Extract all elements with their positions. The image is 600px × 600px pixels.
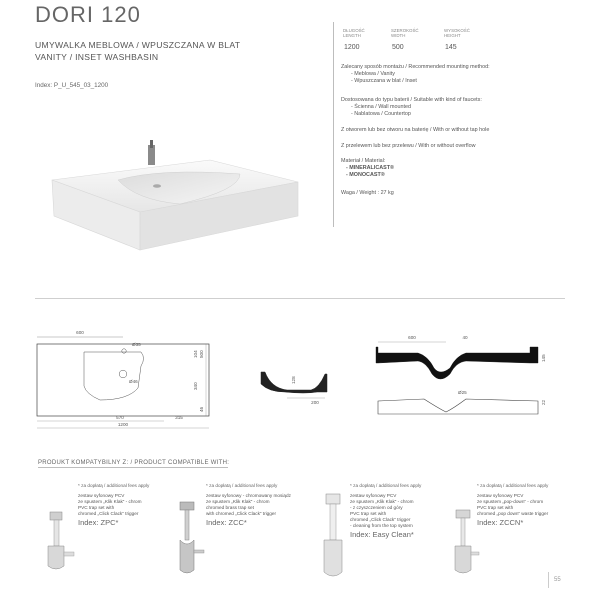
spec-material-item: - MINERALICAST® xyxy=(346,165,394,171)
spec-material-head: Materiał / Material: xyxy=(341,158,386,164)
product-fee: * za dopłatą / additional fees apply xyxy=(350,483,422,488)
dim-570-label: 570 xyxy=(116,415,124,420)
product-fee: * za dopłatą / additional fees apply xyxy=(477,483,549,488)
page-number: 55 xyxy=(554,577,561,583)
top-view-drawing xyxy=(28,328,213,438)
front-600-label: 600 xyxy=(408,335,416,340)
trap-set-zpc-icon xyxy=(38,510,76,590)
spec-mounting-item: - Wpuszczana w blat / Inset xyxy=(351,78,417,84)
height-label-pl: WYSOKOŚĆ xyxy=(444,28,470,33)
front-view-drawing xyxy=(362,328,562,433)
product-line: chromed „pop down” waste trigger xyxy=(477,511,549,516)
product-line: zestaw syfonowy - chromowany mosiądz xyxy=(206,493,291,498)
dim-104-label: 104 xyxy=(193,350,198,358)
compatible-section-title: PRODUKT KOMPATYBILNY Z: / PRODUCT COMPATIBLE WITH: xyxy=(38,460,230,466)
spec-tap-hole: Z otworem lub bez otworu na baterię / With or without tap hole xyxy=(341,127,490,133)
product-line: zestaw syfonowy PCV xyxy=(350,493,397,498)
front-145-label: 145 xyxy=(541,354,546,362)
product-line: zestaw syfonowy PCV xyxy=(477,493,524,498)
trap-set-easy-clean-icon xyxy=(316,492,350,588)
spec-faucets-item: - Nablatowa / Countertop xyxy=(351,111,411,117)
product-card-easy-clean xyxy=(350,483,421,538)
product-title: DORI 120 xyxy=(35,2,141,27)
dim-500-label: 500 xyxy=(199,350,204,358)
drain-label: Ø46 xyxy=(129,379,138,384)
product-index: Index: ZCC* xyxy=(206,518,247,527)
product-line: ze spustem „Klik Klak” - chrom xyxy=(78,499,142,504)
product-line: PVC trap set with xyxy=(477,505,514,510)
length-label-pl: DŁUGOŚĆ xyxy=(343,28,365,33)
dim-1200-label: 1200 xyxy=(117,422,129,427)
spec-weight xyxy=(341,190,394,197)
header-divider xyxy=(333,22,334,227)
dim-340-label: 340 xyxy=(193,382,198,390)
width-header xyxy=(391,28,419,38)
front-25-label: Ø25 xyxy=(458,390,467,395)
length-label-en: LENGTH xyxy=(343,33,361,38)
spec-material-item: - MONOCAST® xyxy=(346,172,385,178)
spec-weight-label: Waga / Weight : xyxy=(341,190,380,196)
product-line: chromed „Click Clack” trigger xyxy=(78,511,139,516)
subtitle-line-2: VANITY / INSET WASHBASIN xyxy=(35,52,159,62)
spec-overflow: Z przelewem lub bez przelewu / With or without overflow xyxy=(341,143,476,149)
product-line: zestaw syfonowy PCV xyxy=(78,493,125,498)
subtitle-line-1: UMYWALKA MEBLOWA / WPUSZCZANA W BLAT xyxy=(35,40,241,50)
spec-faucets xyxy=(341,97,482,118)
product-line: ze spustem „Klik Klak” - chrom xyxy=(350,499,414,504)
height-value: 145 xyxy=(445,44,457,51)
length-header xyxy=(343,28,365,38)
basin-outline xyxy=(37,344,209,416)
length-value: 1200 xyxy=(344,44,360,51)
product-line: chromed brass trap set xyxy=(206,505,254,510)
compatible-section-rule xyxy=(38,467,228,468)
product-line: with chromed „Click Clack” trigger xyxy=(206,511,277,516)
product-fee: * za dopłatą / additional fees apply xyxy=(78,483,150,488)
spec-faucets-head: Dostosowana do typu baterii / Suitable with kind of faucets: xyxy=(341,97,482,103)
spec-mounting-head: Zalecany sposób montażu / Recommended mounting method: xyxy=(341,64,490,70)
height-label-en: HEIGHT xyxy=(444,33,461,38)
side-200-label: 200 xyxy=(311,400,319,405)
product-index: Index: ZPC* xyxy=(78,518,119,527)
product-line: PVC trap set with xyxy=(78,505,115,510)
page-number-bar xyxy=(548,572,549,588)
front-40-label: 40 xyxy=(462,335,468,340)
side-profile-drawing xyxy=(255,362,335,407)
product-card-zcc xyxy=(206,483,291,526)
product-line: PVC trap set with xyxy=(350,511,387,516)
product-card-zccn xyxy=(477,483,548,526)
product-line: ze spustem „pop-down” - chrom xyxy=(477,499,544,504)
spec-faucets-item: - Ścienna / Wall mounted xyxy=(351,104,412,110)
product-line: ze spustem „Klik Klak” - chrom xyxy=(206,499,270,504)
height-header xyxy=(444,28,470,38)
width-label-en: WIDTH xyxy=(391,33,406,38)
spec-material xyxy=(341,158,394,179)
trap-set-zccn-icon xyxy=(446,508,480,590)
product-index: Index: Easy Clean* xyxy=(350,530,414,539)
washbasin-photo xyxy=(40,120,305,270)
product-line: - cleaning from the top system xyxy=(350,523,413,528)
dim-315-label: 315 xyxy=(175,415,183,420)
dim-600-label: 600 xyxy=(76,330,84,335)
width-label-pl: SZEROKOŚĆ xyxy=(391,28,419,33)
drain-icon xyxy=(119,370,127,378)
tap-hole-label: Ø35 xyxy=(132,342,141,347)
product-index: Index: P_U_545_03_1200 xyxy=(35,82,109,89)
product-line: - z czyszczeniem od góry xyxy=(350,505,403,510)
product-line: chromed „Click Clack” trigger xyxy=(350,517,411,522)
front-22-label: 22 xyxy=(541,399,546,405)
tap-hole-icon xyxy=(122,349,126,353)
trap-set-zcc-icon xyxy=(170,500,206,592)
product-index: Index: ZCCN* xyxy=(477,518,524,527)
dim-46-label: 46 xyxy=(199,406,204,412)
width-value: 500 xyxy=(392,44,404,51)
section-divider xyxy=(35,298,565,299)
spec-weight-value: 27 kg xyxy=(380,190,394,196)
side-128-label: 128 xyxy=(291,376,296,384)
product-fee: * za dopłatą / additional fees apply xyxy=(206,483,278,488)
spec-mounting-item: - Meblowa / Vanity xyxy=(351,71,395,77)
spec-mounting xyxy=(341,64,490,85)
product-card-zpc xyxy=(78,483,149,526)
